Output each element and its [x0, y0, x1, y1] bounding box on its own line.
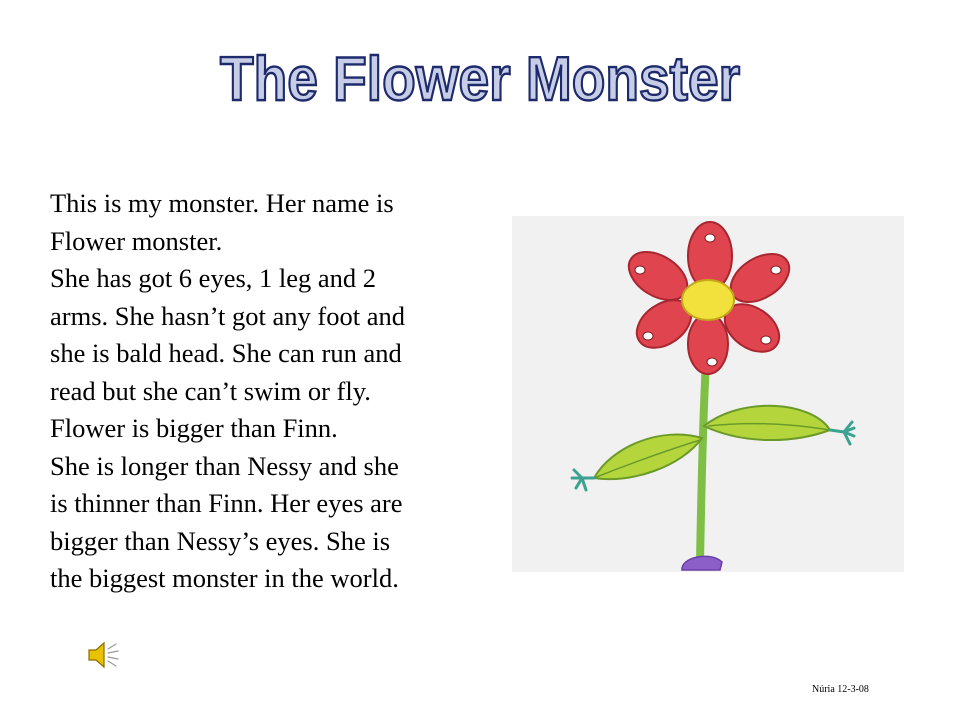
speaker-icon[interactable]: [86, 638, 120, 672]
story-line: the biggest monster in the world.: [50, 563, 399, 593]
story-line: This is my monster. Her name is: [50, 188, 394, 218]
flower-monster-drawing: [512, 216, 904, 572]
story-text: [50, 185, 490, 598]
author-credit: Núria 12-3-08: [812, 684, 869, 695]
story-line: read but she can’t swim or fly.: [50, 375, 371, 406]
page-title-text: The Flower Monster: [220, 45, 740, 114]
story-line: She has got 6 eyes, 1 leg and 2: [50, 263, 377, 293]
story-line: Flower monster.: [50, 225, 223, 256]
story-line: bigger than Nessy’s eyes. She is: [50, 525, 391, 556]
page-title: [200, 36, 760, 116]
story-line: is thinner than Finn. Her eyes are: [50, 488, 403, 518]
story-line: arms. She hasn’t got any foot and: [50, 300, 405, 331]
story-line: Flower is bigger than Finn.: [50, 413, 338, 443]
story-line: She is longer than Nessy and she: [50, 450, 399, 481]
story-line: she is bald head. She can run and: [50, 338, 402, 368]
flower-center: [682, 280, 734, 320]
